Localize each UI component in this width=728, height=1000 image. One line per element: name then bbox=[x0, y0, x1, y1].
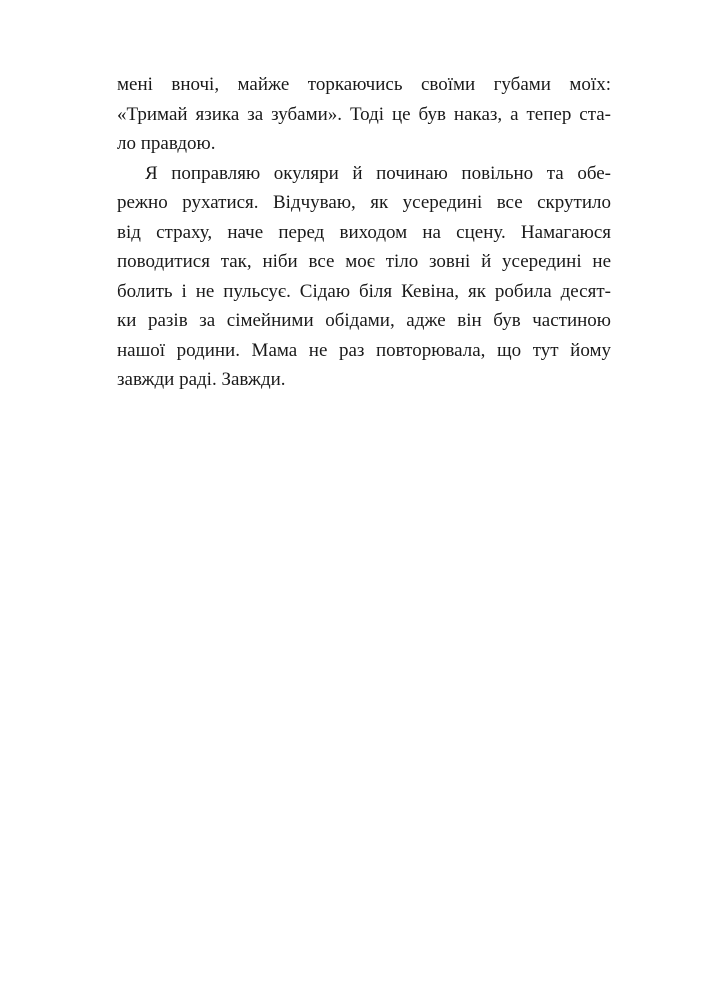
text-line: болить і не пульсує. Сідаю біля Кевіна, як робила десят- bbox=[117, 280, 611, 302]
text-line: «Тримай язика за зубами». Тоді це був наказ, а тепер ста- bbox=[117, 103, 611, 125]
text-line: мені вночі, майже торкаючись своїми губами моїх: bbox=[117, 74, 611, 95]
text-line: поводитися так, ніби все моє тіло зовні й усередині не bbox=[117, 251, 611, 272]
text-line: нашої родини. Мама не раз повторювала, що тут йому bbox=[117, 339, 611, 361]
text-line: ки разів за сімейними обідами, адже він був частиною bbox=[117, 310, 611, 331]
text-line: ло правдою. bbox=[117, 133, 216, 154]
body-text bbox=[117, 70, 611, 395]
paragraph-2 bbox=[117, 159, 611, 395]
paragraph-1 bbox=[117, 70, 611, 159]
text-line: завжди раді. Завжди. bbox=[117, 369, 286, 390]
text-line: від страху, наче перед виходом на сцену. Намагаюся bbox=[117, 221, 611, 243]
text-line: режно рухатися. Відчуваю, як усередині все скрутило bbox=[117, 192, 611, 213]
text-line: Я поправляю окуляри й починаю повільно та обе- bbox=[145, 162, 611, 184]
